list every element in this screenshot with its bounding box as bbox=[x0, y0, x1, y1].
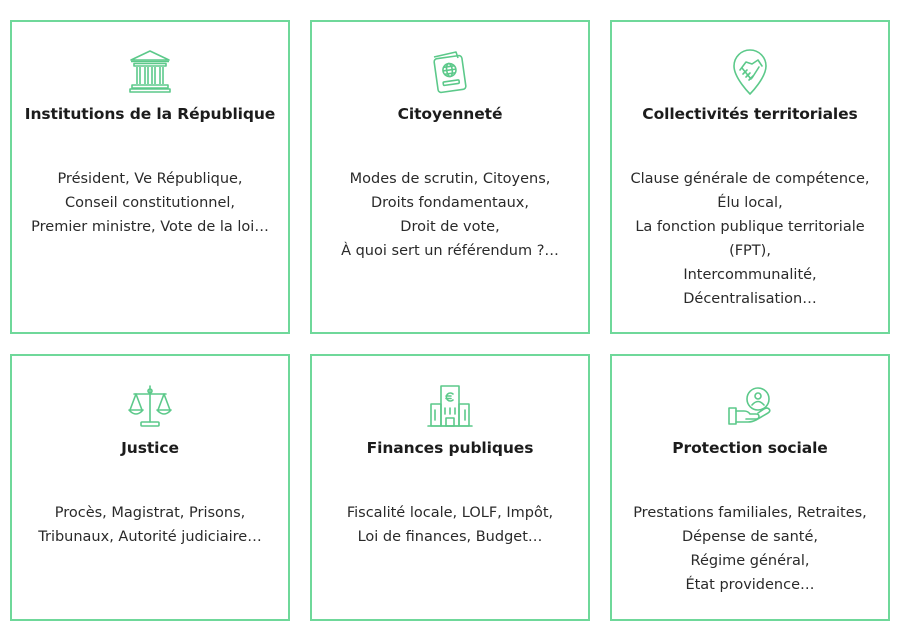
card-justice[interactable] bbox=[10, 354, 290, 621]
description-line: À quoi sert un référendum ?… bbox=[341, 243, 559, 259]
description-line: Président, Ve République, bbox=[57, 171, 243, 187]
description-line: Loi de finances, Budget… bbox=[357, 529, 543, 545]
description-line: (FPT), bbox=[729, 243, 771, 259]
description-line: Modes de scrutin, Citoyens, bbox=[349, 171, 551, 187]
description-line: Tribunaux, Autorité judiciaire… bbox=[38, 529, 262, 545]
description-line: La fonction publique territoriale bbox=[635, 219, 865, 235]
description-line: Procès, Magistrat, Prisons, bbox=[54, 505, 246, 521]
description-line: Régime général, bbox=[690, 553, 810, 569]
description-line: Premier ministre, Vote de la loi… bbox=[31, 219, 269, 235]
card-description bbox=[622, 167, 878, 311]
description-line: Prestations familiales, Retraites, bbox=[633, 505, 867, 521]
card-protection-sociale[interactable] bbox=[610, 354, 890, 621]
card-title: Finances publiques bbox=[366, 439, 534, 457]
card-title: Protection sociale bbox=[672, 439, 828, 457]
description-line: Clause générale de compétence, bbox=[630, 171, 870, 187]
euro-building-icon bbox=[426, 382, 474, 430]
card-title: Institutions de la République bbox=[24, 105, 276, 123]
hand-person-icon bbox=[726, 382, 774, 430]
description-line: Droits fondamentaux, bbox=[371, 195, 529, 211]
card-description bbox=[322, 501, 578, 549]
description-line: Intercommunalité, bbox=[683, 267, 817, 283]
institution-building-icon bbox=[126, 48, 174, 96]
description-line: Conseil constitutionnel, bbox=[64, 195, 236, 211]
card-description bbox=[22, 501, 278, 549]
card-description bbox=[322, 167, 578, 263]
card-collectivites[interactable] bbox=[610, 20, 890, 334]
description-line: Droit de vote, bbox=[400, 219, 500, 235]
passport-icon bbox=[426, 48, 474, 96]
card-citoyennete[interactable] bbox=[310, 20, 590, 334]
description-line: Fiscalité locale, LOLF, Impôt, bbox=[346, 505, 554, 521]
handshake-pin-icon bbox=[726, 48, 774, 96]
scales-icon bbox=[126, 382, 174, 430]
description-line: Décentralisation… bbox=[683, 291, 817, 307]
description-line: Élu local, bbox=[717, 195, 783, 211]
card-title: Citoyenneté bbox=[397, 105, 503, 123]
description-line: État providence… bbox=[685, 577, 815, 593]
card-description bbox=[622, 501, 878, 597]
card-finances-publiques[interactable] bbox=[310, 354, 590, 621]
card-title: Justice bbox=[121, 439, 179, 457]
description-line: Dépense de santé, bbox=[681, 529, 819, 545]
card-title: Collectivités territoriales bbox=[642, 105, 858, 123]
card-institutions[interactable] bbox=[10, 20, 290, 334]
card-description bbox=[22, 167, 278, 239]
